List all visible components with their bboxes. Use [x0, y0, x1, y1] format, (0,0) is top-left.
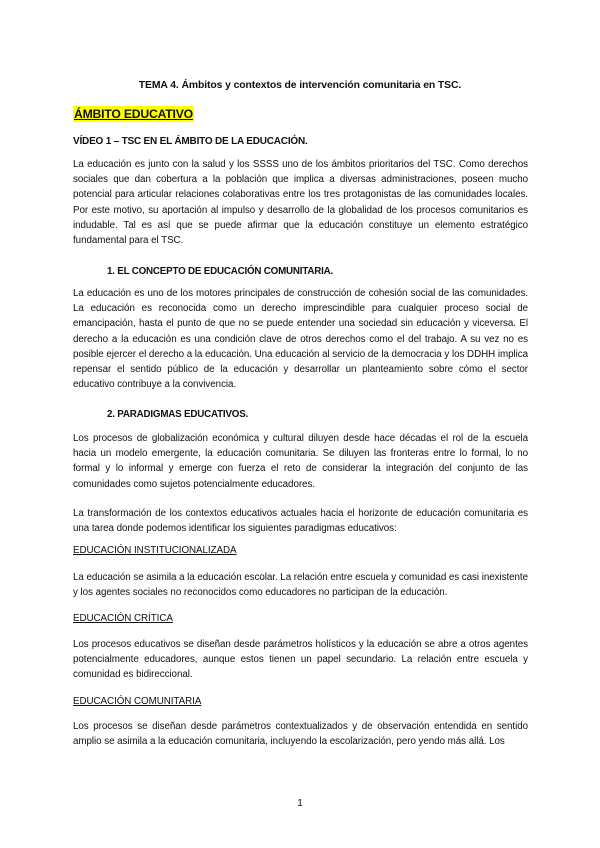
institutionalized-paragraph: La educación se asimila a la educación escolar. La relación entre escuela y comunidad es casi inexistente y los agentes sociales no reconocidos como educadores no participan de la educación. — [73, 572, 528, 599]
document-title: TEMA 4. Ámbitos y contextos de intervención comunitaria en TSC. — [138, 80, 462, 91]
subheading-community: EDUCACIÓN COMUNITARIA — [73, 696, 202, 707]
paradigms-paragraph-2: La transformación de los contextos educativos actuales hacia el horizonte de educación comunitaria es una tarea donde podemos identificar los siguientes paradigmas educativos: — [73, 508, 528, 535]
page-number: 1 — [297, 798, 303, 809]
critical-paragraph: Los procesos educativos se diseñan desde parámetros holísticos y la educación se abre a otros agentes potencialmente educadores, aunque estos tienen un papel secundario. La relación entre escuela y comunidad es bidireccional. — [73, 639, 528, 681]
subheading-institutionalized: EDUCACIÓN INSTITUCIONALIZADA — [73, 545, 237, 556]
section-heading-highlighted: ÁMBITO EDUCATIVO — [74, 107, 193, 121]
paradigms-paragraph-1: Los procesos de globalización económica y cultural diluyen desde hace décadas el rol de la escuela hacia un modelo emergente, la educación comunitaria. Se diluyen las fronteras entre lo formal, lo no formal y lo informal y emerge con fuerza el reto de considerar la integración del conjunto de las comunidades como sujetos potencialmente educadores. — [73, 433, 528, 490]
subheading-critical: EDUCACIÓN CRÍTICA — [73, 613, 173, 624]
video-heading: VÍDEO 1 – TSC EN EL ÁMBITO DE LA EDUCACIÓN. — [73, 136, 308, 147]
intro-paragraph: La educación es junto con la salud y los SSSS uno de los ámbitos prioritarios del TSC. Como derechos sociales que dan cobertura a la población que implica a diversas administraciones, poseen mucho potencial para articular relaciones colaborativas entre los tres protagonistas de las comunidades locales. Por este motivo, su aportación al impulso y desarrollo de la globalidad de los procesos comunitarios es indudable. Tal es así que se puede afirmar que la educación constituye un elemento estratégico fundamental para el TSC. — [73, 159, 528, 247]
heading-paradigms: 2. PARADIGMAS EDUCATIVOS. — [107, 409, 249, 420]
concept-paragraph: La educación es uno de los motores principales de construcción de cohesión social de las comunidades. La educación es reconocida como un derecho imprescindible para cualquier proceso social de emancipación, hasta el punto de que no se puede entender una sociedad sin educación y viceversa. El derecho a la educación es una condición clave de otros derechos como el del trabajo. A su vez no es posible ejercer el derecho a la educación. Una educación al servicio de la democracia y los DDHH implica repensar el sentido público de la educación y desarrollar un planteamiento sobre cómo el sector educativo contribuye a la convivencia. — [73, 288, 528, 391]
heading-concept: 1. EL CONCEPTO DE EDUCACIÓN COMUNITARIA. — [107, 266, 334, 277]
community-paragraph: Los procesos se diseñan desde parámetros contextualizados y de observación entendida en sentido amplio se asimila a la educación comunitaria, incluyendo la escolarización, pero yendo más allá. Los — [73, 721, 528, 748]
